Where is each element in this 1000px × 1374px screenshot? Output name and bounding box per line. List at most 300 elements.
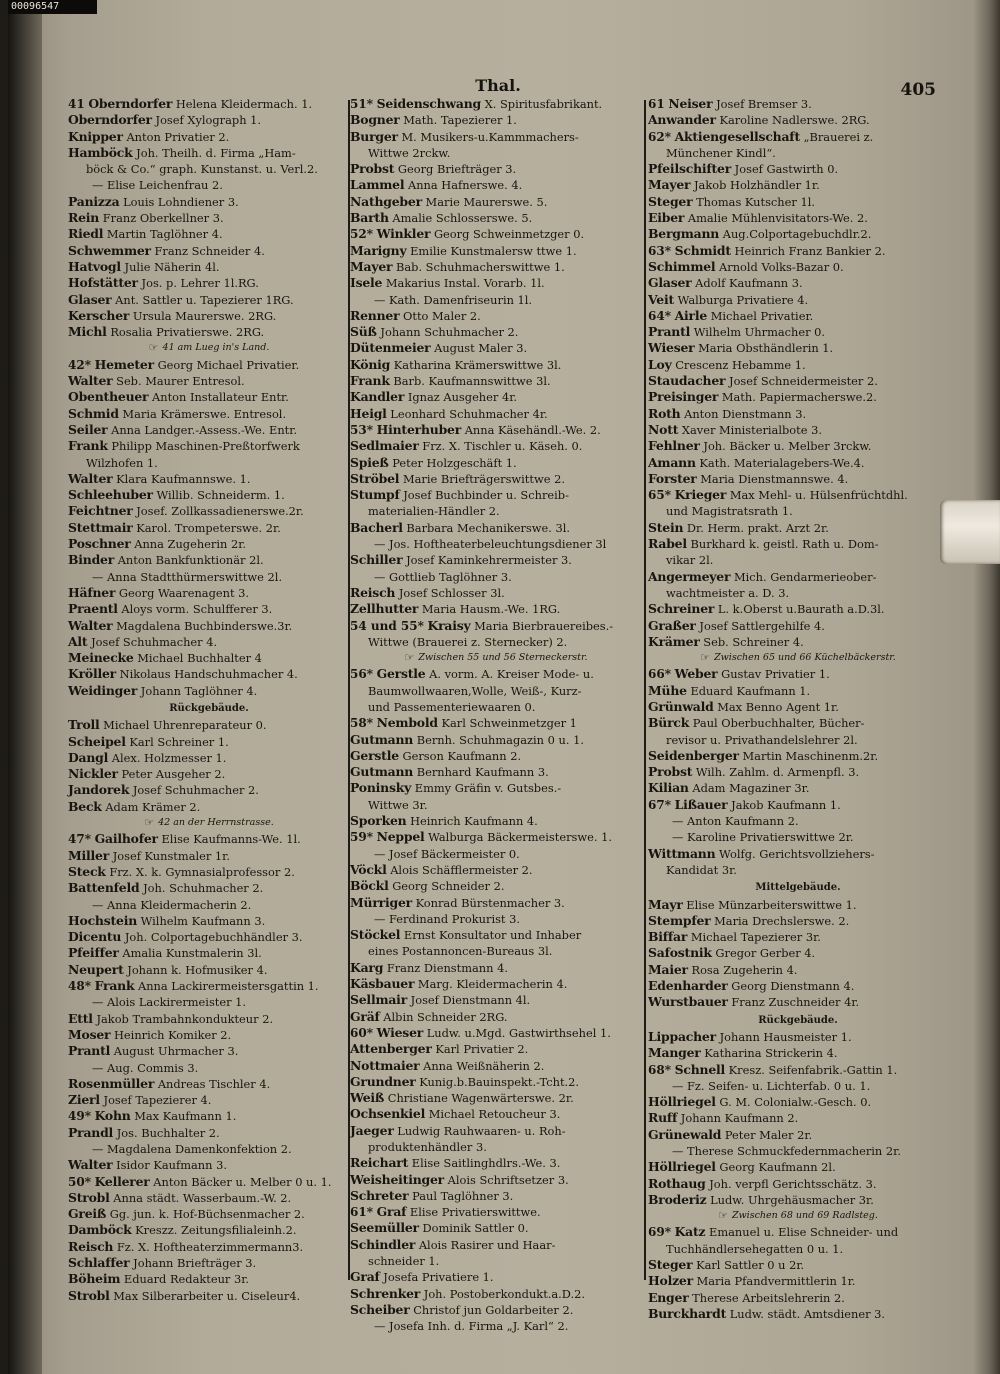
surname: Wurstbauer	[648, 994, 728, 1010]
surname: Beck	[68, 798, 102, 814]
surname: Aktiengesellschaft	[674, 128, 800, 144]
directory-entry	[648, 1062, 948, 1078]
house-number: 59*	[350, 830, 373, 845]
entry-details: Ludwig Rauhwaaren- u. Roh-	[397, 1123, 566, 1138]
surname: Riedl	[68, 226, 104, 242]
entry-details: Josef Kunstmaler 1r.	[112, 848, 230, 863]
surname: Schindler	[350, 1236, 416, 1252]
house-number: 61*	[350, 1205, 373, 1220]
directory-entry	[350, 324, 642, 340]
directory-entry	[648, 455, 948, 471]
entry-details: Adam Krämer 2.	[105, 799, 201, 814]
directory-entry	[648, 1290, 948, 1306]
entry-related-person: — Alois Lackirermeister 1.	[92, 995, 247, 1010]
surname: Moser	[68, 1026, 111, 1042]
surname: Steger	[648, 1257, 693, 1273]
surname: Weisheitinger	[350, 1171, 444, 1187]
surname: Alt	[68, 633, 88, 649]
entry-details: Heinrich Kaufmann 4.	[410, 814, 538, 829]
entry-details: Walburga Bäckermeisterswe. 1.	[428, 830, 612, 845]
entry-details: Jos. Buchhalter 2.	[116, 1125, 220, 1140]
surname: Walter	[68, 1157, 113, 1173]
surname: Lißauer	[674, 796, 728, 812]
entry-details: Anton Installateur Entr.	[152, 390, 289, 405]
directory-entry	[68, 373, 350, 389]
surname: Nottmaier	[350, 1057, 420, 1073]
surname: Preisinger	[648, 389, 719, 405]
entry-details: G. M. Colonialw.-Gesch. 0.	[719, 1095, 872, 1110]
entry-details: Heinrich Komiker 2.	[114, 1027, 232, 1042]
entry-details: Josef Kaminkehrermeister 3.	[406, 553, 572, 568]
entry-continuation: Wittwe (Brauerei z. Sternecker) 2.	[368, 634, 568, 649]
entry-continuation: böck & Co.“ graph. Kunstanst. u. Verl.2.	[86, 162, 318, 177]
surname: Kraisy	[427, 617, 471, 633]
directory-entry	[648, 340, 948, 356]
entry-details: Amalia Kunstmalerin 3l.	[122, 946, 262, 961]
entry-related-person: — Anna Stadtthürmerswittwe 2l.	[92, 569, 283, 584]
entry-details: Rosalia Privatierswe. 2RG.	[110, 325, 265, 340]
directory-entry	[350, 1302, 642, 1318]
directory-entry	[350, 194, 642, 210]
entry-related-person: — Josef Bäckermeister 0.	[374, 846, 520, 861]
entry-details: Walburga Privatiere 4.	[677, 292, 809, 307]
directory-entry	[648, 764, 948, 780]
directory-entry	[68, 259, 350, 275]
surname: Seidenberger	[648, 747, 739, 763]
directory-entry	[648, 666, 948, 682]
surname: Rosenmüller	[68, 1075, 155, 1091]
surname: Steck	[68, 863, 106, 879]
surname: Jandorek	[68, 782, 130, 798]
directory-entry	[68, 389, 350, 405]
entry-details: Magdalena Buchbinderswe.3r.	[116, 618, 293, 633]
street-marker-text: 42 an der Herrnstrasse.	[158, 817, 274, 829]
directory-entry	[648, 618, 948, 634]
entry-details: Joh. Colportagebuchhändler 3.	[124, 930, 303, 945]
entry-details: Karl Schweinmetzger 1	[441, 716, 577, 731]
house-number: 69*	[648, 1225, 671, 1240]
directory-entry	[648, 226, 948, 242]
directory-entry	[648, 275, 948, 291]
surname: Mühe	[648, 682, 687, 698]
directory-entry	[350, 96, 642, 112]
entry-details: Kreszz. Zeitungsfilialeinh.2.	[135, 1223, 297, 1238]
directory-entry	[68, 243, 350, 259]
surname: Krieger	[674, 487, 727, 503]
entry-details: Georg Schneider 2.	[392, 879, 505, 894]
surname: Nathgeber	[350, 193, 422, 209]
surname: Süß	[350, 324, 377, 340]
surname: Reichart	[350, 1155, 409, 1171]
entry-details: Maria Dienstmannswe. 4.	[700, 471, 849, 486]
entry-details: Peter Maler 2r.	[724, 1127, 813, 1142]
directory-entry	[648, 797, 948, 813]
surname: König	[350, 356, 391, 372]
surname: Roth	[648, 405, 681, 421]
entry-related-person: — Ferdinand Prokurist 3.	[374, 911, 520, 926]
surname: Holzer	[648, 1273, 693, 1289]
surname: Gräf	[350, 1008, 380, 1024]
directory-entry	[350, 275, 642, 291]
directory-entry	[350, 1106, 642, 1122]
surname: Walter	[68, 617, 113, 633]
surname: Oberndorfer	[68, 112, 152, 128]
entry-continuation: und Magistratsrath 1.	[666, 504, 793, 519]
surname: Neupert	[68, 961, 124, 977]
directory-entry	[648, 373, 948, 389]
entry-details: Philipp Maschinen-Preßtorfwerk	[111, 439, 300, 454]
directory-entry	[68, 750, 350, 766]
surname: Grünwald	[648, 698, 714, 714]
house-number: 68*	[648, 1062, 671, 1077]
entry-details: Amalie Mühlenvisitators-We. 2.	[687, 211, 868, 226]
directory-entry	[648, 945, 948, 961]
directory-entry	[648, 308, 948, 324]
entry-details: Franz Schneider 4.	[154, 243, 265, 258]
directory-entry	[350, 438, 642, 454]
entry-details: Adolf Kaufmann 3.	[695, 276, 803, 291]
surname: Lammel	[350, 177, 405, 193]
directory-entry	[68, 978, 350, 994]
entry-details: Michael Retoucheur 3.	[428, 1107, 561, 1122]
pointing-hand-icon: ☞	[144, 816, 155, 830]
house-number: 58*	[350, 716, 373, 731]
entry-details: Anna Weißnäherin 2.	[423, 1058, 545, 1073]
entry-details: Mich. Gendarmerieober-	[733, 569, 877, 584]
directory-entry	[350, 471, 642, 487]
entry-related-person: — Karoline Privatierswittwe 2r.	[672, 830, 854, 845]
surname: Staudacher	[648, 373, 726, 389]
entry-details: Seb. Maurer Entresol.	[116, 374, 245, 389]
entry-continuation: Kandidat 3r.	[666, 862, 737, 877]
directory-entry	[648, 1257, 948, 1273]
directory-entry	[68, 1222, 350, 1238]
directory-entry	[68, 929, 350, 945]
directory-entry	[648, 748, 948, 764]
surname: Airle	[674, 307, 708, 323]
directory-entry	[648, 1127, 948, 1143]
directory-entry	[350, 1041, 642, 1057]
surname: Jaeger	[350, 1122, 394, 1138]
directory-entry	[648, 292, 948, 308]
directory-entry	[648, 634, 948, 650]
entry-details: Bernhard Kaufmann 3.	[416, 765, 549, 780]
entry-details: Karoline Nadlerswe. 2RG.	[719, 113, 870, 128]
directory-entry	[350, 112, 642, 128]
directory-entry	[68, 292, 350, 308]
directory-entry	[68, 275, 350, 291]
entry-details: Emanuel u. Elise Schneider- und	[709, 1225, 899, 1240]
directory-entry	[350, 389, 642, 405]
entry-details: Julie Näherin 4l.	[124, 259, 220, 274]
entry-details: Makarius Instal. Vorarb. 1l.	[385, 276, 545, 291]
entry-details: Gustav Privatier 1.	[721, 667, 830, 682]
surname: Heigl	[350, 405, 387, 421]
directory-entry	[68, 585, 350, 601]
surname: Neiser	[668, 96, 713, 111]
house-number: 66*	[648, 667, 671, 682]
column-2	[350, 96, 642, 1334]
directory-entry	[350, 764, 642, 780]
directory-entry	[350, 210, 642, 226]
surname: Stein	[648, 519, 684, 535]
entry-details: Heinrich Franz Bankier 2.	[734, 243, 886, 258]
entry-related-person: — Gottlieb Taglöhner 3.	[374, 569, 512, 584]
entry-details: A. vorm. A. Kreiser Mode- u.	[429, 667, 594, 682]
surname: Böckl	[350, 878, 389, 894]
surname: Michl	[68, 324, 107, 340]
entry-details: Paul Oberbuchhalter, Bücher-	[692, 716, 865, 731]
house-number: 53*	[350, 422, 373, 437]
entry-details: Burkhard k. geistl. Rath u. Dom-	[690, 537, 879, 552]
directory-entry	[648, 1159, 948, 1175]
surname: Ettl	[68, 1010, 93, 1026]
entry-details: Joh. verpfl Gerichtsschätz. 3.	[709, 1176, 877, 1191]
directory-entry	[350, 226, 642, 242]
surname: Kerscher	[68, 307, 130, 323]
directory-entry	[648, 699, 948, 715]
entry-continuation: vikar 2l.	[666, 553, 714, 568]
surname: Neppel	[376, 829, 425, 845]
surname: Zierl	[68, 1092, 100, 1108]
surname: Binder	[68, 552, 115, 568]
house-number: 42*	[68, 357, 91, 372]
surname: Kandler	[350, 389, 405, 405]
street-marker	[350, 650, 642, 666]
entry-details: Marie Briefträgerswittwe 2.	[402, 471, 565, 486]
directory-entry	[648, 96, 948, 112]
entry-related-person: — Josefa Inh. d. Firma „J. Karl“ 2.	[374, 1319, 569, 1334]
surname: Schleehuber	[68, 487, 153, 503]
directory-entry	[350, 829, 642, 845]
entry-details: Johann Kaufmann 2.	[680, 1111, 799, 1126]
entry-details: Joh. Schuhmacher 2.	[143, 881, 264, 896]
entry-related-person: — Fz. Seifen- u. Lichterfab. 0 u. 1.	[672, 1078, 871, 1093]
entry-continuation: revisor u. Privathandelslehrer 2l.	[666, 732, 858, 747]
house-number: 63*	[648, 243, 671, 258]
pointing-hand-icon: ☞	[404, 651, 415, 665]
surname: Katz	[674, 1224, 706, 1240]
entry-details: Paul Taglöhner 3.	[412, 1188, 514, 1203]
surname: Ströbel	[350, 470, 400, 486]
directory-entry	[350, 520, 642, 536]
directory-entry	[350, 992, 642, 1008]
surname: Eiber	[648, 210, 685, 226]
entry-continuation: Baumwollwaaren,Wolle, Weiß-, Kurz-	[368, 683, 582, 698]
entry-details: Anton Bankfunktionär 2l.	[117, 553, 264, 568]
page-number: 405	[900, 80, 936, 100]
directory-entry	[648, 929, 948, 945]
directory-entry	[350, 748, 642, 764]
entry-details: Anton Privatier 2.	[126, 129, 230, 144]
surname: Seidenschwang	[376, 96, 481, 111]
surname: Marigny	[350, 242, 407, 258]
surname: Dangl	[68, 749, 109, 765]
house-number: 52*	[350, 227, 373, 242]
surname: Schimmel	[648, 258, 716, 274]
pointing-hand-icon: ☞	[718, 1209, 728, 1223]
directory-entry	[68, 96, 350, 112]
directory-entry	[648, 1224, 948, 1240]
entry-details: Crescenz Hebamme 1.	[675, 357, 806, 372]
entry-details: Martin Maschinenm.2r.	[742, 748, 879, 763]
surname: Strobl	[68, 1287, 110, 1303]
entry-details: Gregor Gerber 4.	[715, 946, 816, 961]
surname: Safostnik	[648, 945, 712, 961]
entry-details: Franz Dienstmann 4.	[386, 960, 508, 975]
directory-entry	[648, 683, 948, 699]
surname: Biffar	[648, 929, 688, 945]
surname: Barth	[350, 210, 389, 226]
directory-entry	[350, 960, 642, 976]
entry-details: Jakob Trambahnkondukteur 2.	[96, 1011, 274, 1026]
surname: Spieß	[350, 454, 389, 470]
entry-details: Michael Privatier.	[710, 308, 814, 323]
directory-entry	[68, 1239, 350, 1255]
directory-entry	[68, 683, 350, 699]
directory-entry	[68, 1027, 350, 1043]
entry-details: Math. Tapezierer 1.	[403, 113, 517, 128]
directory-entry	[648, 1045, 948, 1061]
surname: Kohn	[94, 1108, 131, 1124]
entry-details: Ludw. u.Mgd. Gastwirthsehel 1.	[426, 1025, 611, 1040]
surname: Seiler	[68, 421, 108, 437]
surname: Schnell	[674, 1061, 726, 1077]
entry-details: Josef Schlosser 3l.	[398, 585, 505, 600]
entry-details: Thomas Kutscher 1l.	[696, 194, 815, 209]
entry-details: Alois Schriftsetzer 3.	[447, 1172, 569, 1187]
directory-entry	[648, 994, 948, 1010]
directory-entry	[68, 848, 350, 864]
surname: Stöckel	[350, 927, 401, 943]
entry-continuation: eines Postannoncen-Bureaus 3l.	[368, 944, 553, 959]
directory-entry	[68, 1271, 350, 1287]
entry-details: Anna Landger.-Assess.-We. Entr.	[111, 422, 298, 437]
entry-details: Konrad Bürstenmacher 3.	[415, 895, 565, 910]
surname: Kellerer	[94, 1173, 150, 1189]
house-number: 54 und 55*	[350, 618, 424, 633]
street-marker-text: 41 am Lueg in's Land.	[162, 342, 270, 354]
entry-details: Elise Privatierswittwe.	[409, 1205, 541, 1220]
entry-details: Max Silberarbeiter u. Ciseleur4.	[113, 1288, 301, 1303]
entry-details: Klara Kaufmannswe. 1.	[116, 471, 251, 486]
surname: Hofstätter	[68, 275, 138, 291]
directory-entry	[68, 438, 350, 454]
surname: Ruff	[648, 1110, 678, 1126]
entry-details: Maria Pfandvermittlerin 1r.	[696, 1274, 856, 1289]
entry-details: Johann Briefträger 3.	[133, 1256, 257, 1271]
directory-entry	[350, 780, 642, 796]
surname: Maier	[648, 961, 688, 977]
entry-related-person: — Therese Schmuckfedernmacherin 2r.	[672, 1144, 901, 1158]
entry-details: Johann k. Hofmusiker 4.	[127, 962, 268, 977]
surname: Meinecke	[68, 650, 134, 666]
entry-details: Peter Holzgeschäft 1.	[392, 455, 517, 470]
entry-details: Maria Obsthändlerin 1.	[698, 341, 834, 356]
surname: Praentl	[68, 601, 118, 617]
surname: Weiß	[350, 1090, 385, 1106]
surname: Gailhofer	[94, 831, 158, 847]
directory-entry	[68, 913, 350, 929]
entry-details: L. k.Oberst u.Baurath a.D.3l.	[717, 602, 885, 617]
surname: Veit	[648, 291, 674, 307]
entry-details: Gg. jun. k. Hof-Büchsenmacher 2.	[109, 1207, 305, 1222]
entry-details: Josef Bremser 3.	[716, 97, 812, 111]
surname: Gutmann	[350, 764, 414, 780]
directory-entry	[350, 1269, 642, 1285]
entry-details: Anna Hafnerswe. 4.	[407, 178, 523, 193]
surname: Manger	[648, 1045, 701, 1061]
directory-entry	[350, 601, 642, 617]
directory-entry	[350, 1058, 642, 1074]
entry-continuation: Wittwe 2rckw.	[368, 145, 451, 160]
directory-entry	[350, 1204, 642, 1220]
surname: Mayer	[648, 177, 691, 193]
entry-details: Isidor Kaufmann 3.	[116, 1158, 227, 1173]
entry-details: Aug.Colportagebuchdlr.2.	[722, 227, 872, 242]
directory-entry	[648, 194, 948, 210]
surname: Gutmann	[350, 731, 414, 747]
surname: Oberndorfer	[88, 96, 173, 111]
directory-entry	[648, 243, 948, 259]
entry-details: Josef Schuhmacher 4.	[91, 634, 218, 649]
surname: Frank	[94, 978, 135, 994]
entry-continuation: Wilzhofen 1.	[86, 455, 158, 470]
entry-details: Ursula Maurerswe. 2RG.	[132, 308, 277, 323]
entry-details: Kunig.b.Bauinspekt.-Tcht.2.	[419, 1074, 580, 1089]
surname: Höllriegel	[648, 1094, 716, 1110]
directory-entry	[648, 1306, 948, 1322]
entry-details: Ignaz Ausgeher 4r.	[407, 390, 518, 405]
surname: Nott	[648, 421, 679, 437]
directory-entry	[648, 112, 948, 128]
entry-details: Therese Arbeitslehrerin 2.	[692, 1290, 845, 1305]
house-number: 56*	[350, 667, 373, 682]
entry-details: Anna Lackirermeistersgattin 1.	[137, 979, 319, 994]
directory-entry	[350, 1237, 642, 1253]
entry-details: Karl Privatier 2.	[435, 1042, 529, 1057]
directory-entry	[68, 1288, 350, 1304]
directory-entry	[350, 357, 642, 373]
directory-entry	[68, 766, 350, 782]
directory-entry	[68, 308, 350, 324]
entry-details: Martin Taglöhner 4.	[106, 227, 223, 242]
house-number: 61	[648, 97, 665, 111]
entry-details: Katharina Krämerswittwe 3l.	[393, 357, 562, 372]
surname: Loy	[648, 356, 672, 372]
directory-entry	[648, 1029, 948, 1045]
directory-entry	[350, 715, 642, 731]
entry-details: Helena Kleidermach. 1.	[175, 97, 313, 111]
surname: Reisch	[350, 584, 396, 600]
directory-entry	[68, 666, 350, 682]
surname: Schrenker	[350, 1285, 421, 1301]
surname: Kilian	[648, 780, 689, 796]
entry-details: Marie Maurerswe. 5.	[425, 194, 548, 209]
surname: Schlaffer	[68, 1255, 130, 1271]
surname: Prandl	[68, 1124, 114, 1140]
directory-entry	[350, 373, 642, 389]
index-tab[interactable]	[940, 500, 1000, 564]
entry-continuation: und Passementeriewaaren 0.	[368, 699, 536, 714]
directory-entry	[68, 406, 350, 422]
entry-details: Anna Zugeherin 2r.	[134, 537, 247, 552]
directory-entry	[350, 1025, 642, 1041]
directory-entry	[68, 831, 350, 847]
surname: Prantl	[648, 324, 691, 340]
directory-entry	[68, 552, 350, 568]
surname: Feichtner	[68, 503, 133, 519]
